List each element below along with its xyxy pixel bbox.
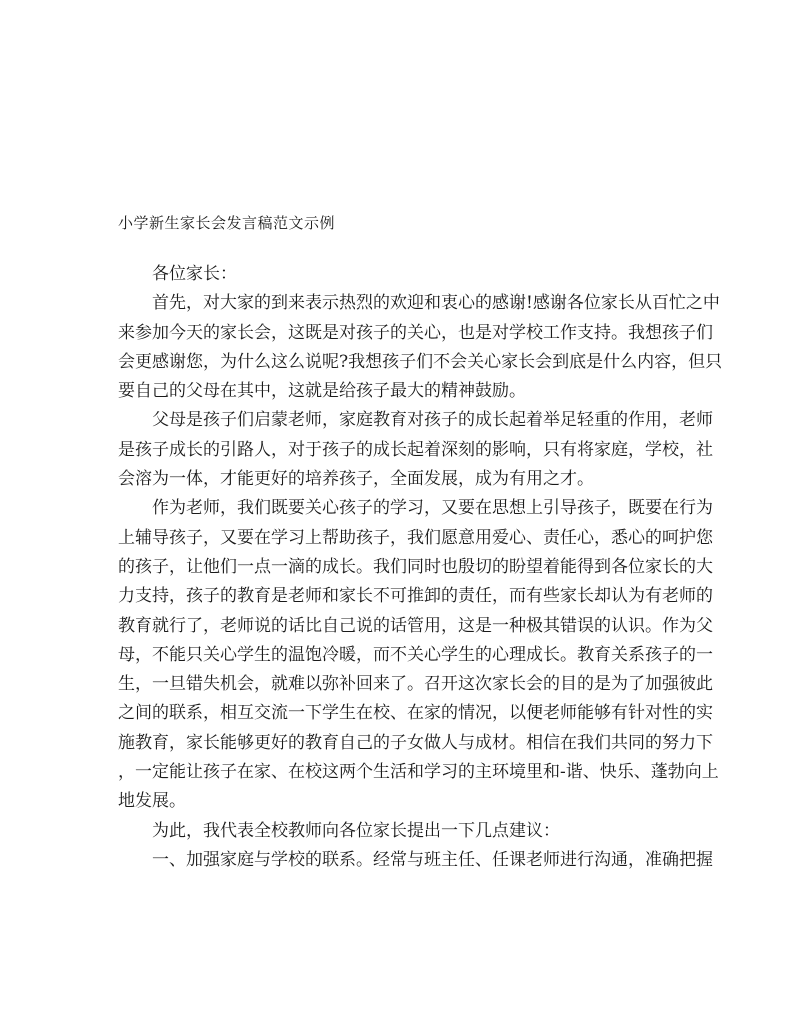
text-line: 教育就行了，老师说的话比自己说的话管用，这是一种极其错误的认识。作为父 xyxy=(118,615,713,636)
text-line: 地发展。 xyxy=(118,791,186,812)
text-line: 首先，对大家的到来表示热烈的欢迎和衷心的感谢!感谢各位家长从百忙之中 xyxy=(152,293,720,314)
text-line: 为此，我代表全校教师向各位家长提出一下几点建议： xyxy=(152,820,560,841)
text-line: 施教育，家长能够更好的教育自己的子女做人与成材。相信在我们共同的努力下 xyxy=(118,732,713,753)
text-line: 之间的联系，相互交流一下学生在校、在家的情况，以便老师能够有针对性的实 xyxy=(118,703,713,724)
text-line: 的孩子，让他们一点一滴的成长。我们同时也殷切的盼望着能得到各位家长的大 xyxy=(118,556,713,577)
text-line: ，一定能让孩子在家、在校这两个生活和学习的主环境里和-谐、快乐、蓬勃向上 xyxy=(118,762,719,783)
text-line: 一、加强家庭与学校的联系。经常与班主任、任课老师进行沟通，准确把握 xyxy=(152,849,713,870)
text-line: 要自己的父母在其中，这就是给孩子最大的精神鼓励。 xyxy=(118,381,526,402)
text-line: 力支持，孩子的教育是老师和家长不可推卸的责任，而有些家长却认为有老师的 xyxy=(118,586,713,607)
document-title: 小学新生家长会发言稿范文示例 xyxy=(118,214,336,232)
text-line: 是孩子成长的引路人，对于孩子的成长起着深刻的影响，只有将家庭，学校，社 xyxy=(118,439,713,460)
text-line: 生，一旦错失机会，就难以弥补回来了。召开这次家长会的目的是为了加强彼此 xyxy=(118,674,713,695)
text-line: 父母是孩子们启蒙老师，家庭教育对孩子的成长起着举足轻重的作用，老师 xyxy=(152,410,713,431)
document-body xyxy=(118,260,723,875)
text-line: 各位家长： xyxy=(152,264,237,284)
text-line: 会溶为一体，才能更好的培养孩子，全面发展，成为有用之才。 xyxy=(118,469,594,490)
text-line: 作为老师，我们既要关心孩子的学习，又要在思想上引导孩子，既要在行为 xyxy=(152,498,713,519)
text-line: 来参加今天的家长会，这既是对孩子的关心，也是对学校工作支持。我想孩子们 xyxy=(118,322,713,343)
text-line: 母，不能只关心学生的温饱冷暖，而不关心学生的心理成长。教育关系孩子的一 xyxy=(118,644,713,665)
text-line: 上辅导孩子，又要在学习上帮助孩子，我们愿意用爱心、责任心，悉心的呵护您 xyxy=(118,527,713,548)
text-line: 会更感谢您，为什么这么说呢?我想孩子们不会关心家长会到底是什么内容，但只 xyxy=(118,351,723,372)
